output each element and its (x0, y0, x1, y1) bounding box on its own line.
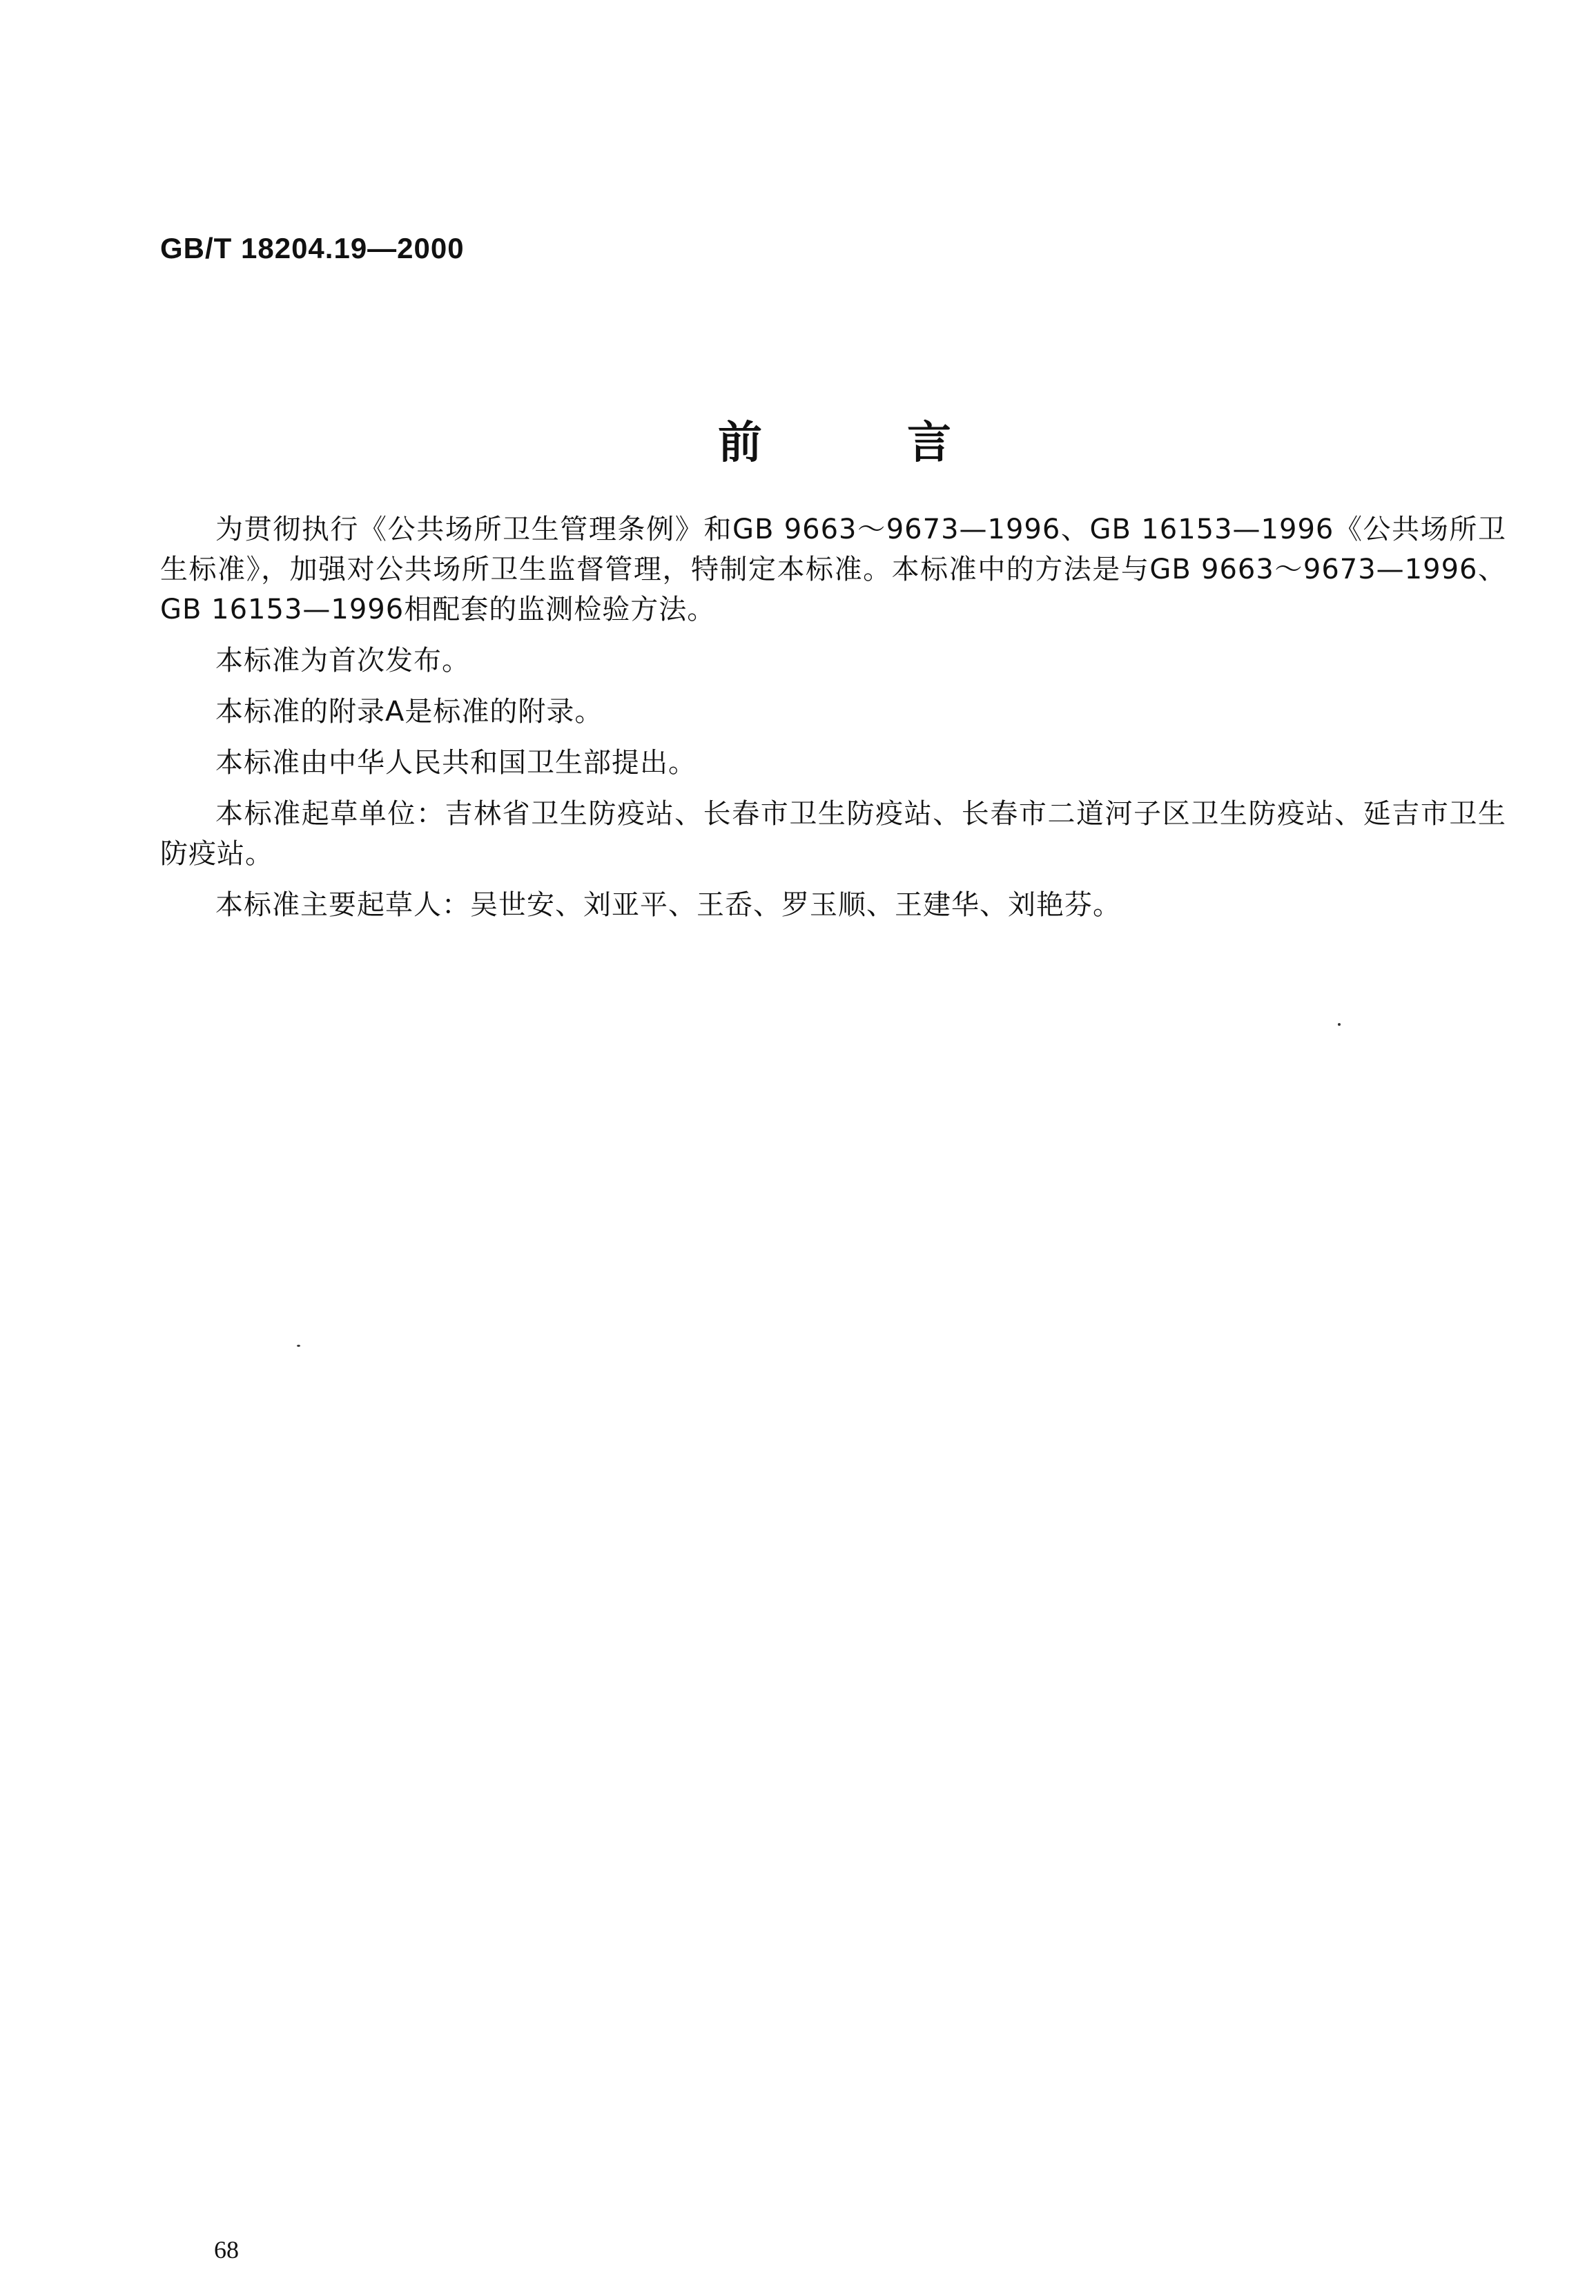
paragraph-appendix: 本标准的附录A是标准的附录。 (215, 696, 603, 728)
scan-speck (1338, 1023, 1341, 1026)
standard-number: GB/T 18204.19—2000 (160, 232, 465, 264)
paragraph-first-release: 本标准为首次发布。 (215, 645, 470, 677)
page-number: 68 (214, 2236, 239, 2264)
page-title: 前言 (718, 418, 1096, 469)
scan-speck (297, 1345, 300, 1347)
paragraph-drafters: 本标准主要起草人：吴世安、刘亚平、王岙、罗玉顺、王建华、刘艳芬。 (215, 889, 1121, 921)
paragraph-purpose: 为贯彻执行《公共场所卫生管理条例》和GB 9663～9673—1996、GB 16153—1996《公共场所卫生标准》，加强对公共场所卫生监督管理，特制定本标准。本标准中的方法是与GB 9663～9673—1996、GB 16153—1996相配套的监测检验方法。 (160, 514, 1506, 625)
paragraph-drafting-units: 本标准起草单位：吉林省卫生防疫站、长春市卫生防疫站、长春市二道河子区卫生防疫站、延吉市卫生防疫站。 (160, 798, 1506, 870)
paragraph-proposer: 本标准由中华人民共和国卫生部提出。 (215, 747, 697, 779)
foreword-body (160, 509, 1506, 936)
